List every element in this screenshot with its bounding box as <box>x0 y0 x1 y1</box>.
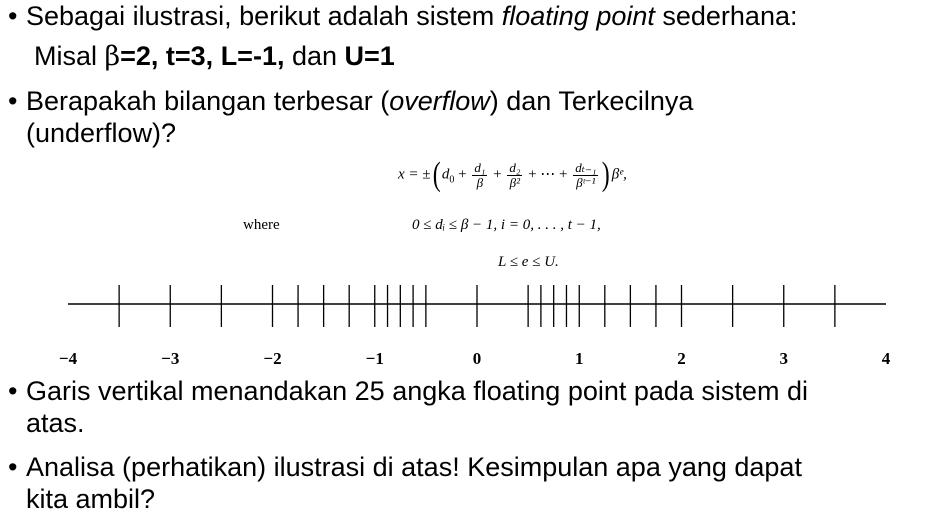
beta-symbol: β <box>104 41 121 72</box>
formula-main <box>398 158 627 192</box>
number-line-label: 3 <box>779 349 788 365</box>
fraction-1 <box>472 161 487 190</box>
bullet-1-text <box>26 0 797 32</box>
number-line-label: −3 <box>161 349 180 365</box>
bullet-3-line-2: atas. <box>26 408 85 438</box>
number-line-labels <box>59 349 891 365</box>
number-line-label: −4 <box>58 349 78 365</box>
formula-d0-sub: 0 <box>449 174 455 186</box>
formula-d0: d <box>441 166 450 183</box>
bullet-dot: • <box>8 452 18 482</box>
dan-label: dan <box>284 41 345 71</box>
fraction-3-den: βᵗ⁻¹ <box>576 174 596 190</box>
bullet-3-line-1: Garis vertikal menandakan 25 angka floating point pada sistem di <box>26 376 808 406</box>
where-label: where <box>243 217 280 233</box>
bullet-1-sub <box>34 40 395 73</box>
number-line-label: 4 <box>881 349 891 365</box>
fraction-2-den: β² <box>509 174 521 190</box>
bullet-2-line-2: (underflow)? <box>26 118 177 148</box>
u-bold: U=1 <box>344 41 395 71</box>
bullet-4-line-2: kita ambil? <box>26 484 156 514</box>
bullet-2-text-italic: overflow <box>389 86 490 116</box>
bullet-2-text-after: ) dan Terkecilnya <box>489 86 694 116</box>
bullet-dot: • <box>8 86 18 116</box>
fraction-2-num: d₂ <box>509 159 521 175</box>
open-paren: ( <box>432 156 441 193</box>
formula-condition-2: L ≤ e ≤ U. <box>498 254 559 270</box>
number-line-label: 1 <box>575 349 584 365</box>
fraction-1-num: d₁ <box>474 159 486 175</box>
formula-plus: + <box>458 166 467 183</box>
bullet-1-text-before: Sebagai ilustrasi, berikut adalah sistem <box>26 1 502 31</box>
fraction-1-den: β <box>476 174 484 190</box>
formula-condition-1: 0 ≤ dᵢ ≤ β − 1, i = 0, . . . , t − 1, <box>412 217 601 233</box>
formula-lhs: x = ± <box>398 166 431 183</box>
params-bold: =2, t=3, L=-1, <box>120 41 285 71</box>
number-line-label: 0 <box>472 349 482 365</box>
formula-dots: + ⋯ + <box>528 166 568 183</box>
bullet-1-text-italic: floating point <box>501 1 655 31</box>
number-line <box>0 285 926 365</box>
fraction-2 <box>507 161 522 190</box>
number-line-label: −2 <box>263 349 282 365</box>
bullet-dot: • <box>8 1 18 31</box>
bullet-1-text-after: sederhana: <box>654 1 798 31</box>
bullet-2-line-1 <box>26 85 693 117</box>
number-line-ticks <box>119 285 835 327</box>
number-line-label: −1 <box>365 349 384 365</box>
fraction-3 <box>573 161 598 190</box>
bullet-dot: • <box>8 376 18 406</box>
formula-tail: βᵉ, <box>611 166 627 183</box>
bullet-2-text-before: Berapakah bilangan terbesar ( <box>26 86 390 116</box>
bullet-4-line-1: Analisa (perhatikan) ilustrasi di atas! Kesimpulan apa yang dapat <box>26 452 802 482</box>
fraction-3-num: dₜ₋₁ <box>575 159 597 175</box>
formula-plus: + <box>493 166 502 183</box>
number-line-label: 2 <box>677 349 686 365</box>
close-paren: ) <box>602 156 610 193</box>
misal-label: Misal <box>34 41 105 71</box>
